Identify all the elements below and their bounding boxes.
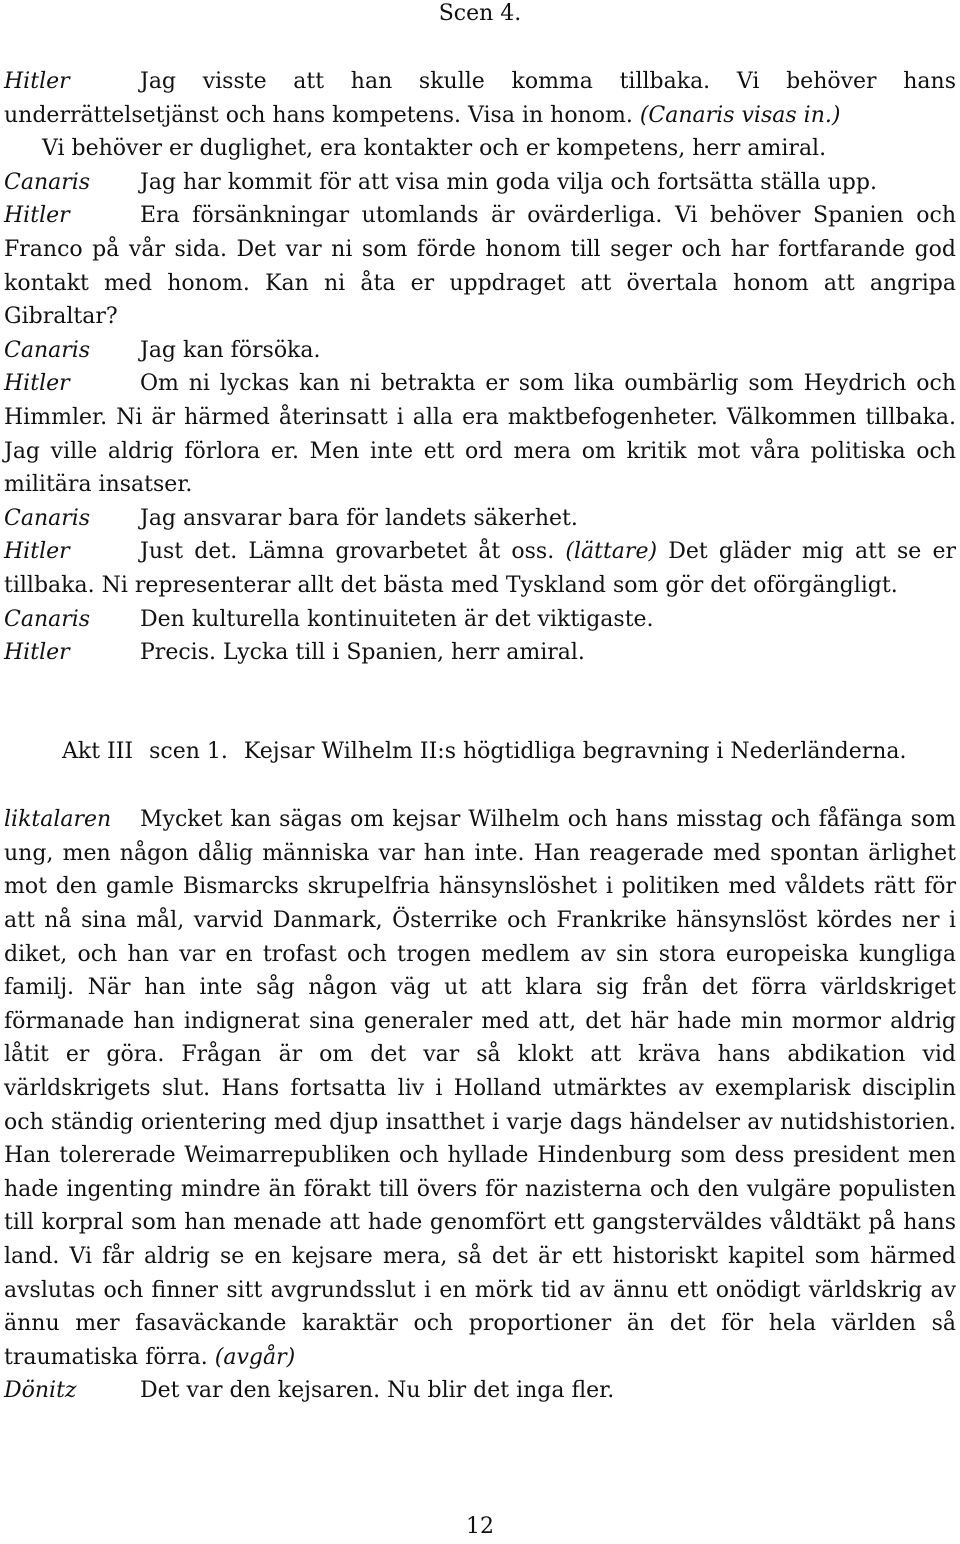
dialogue-text: Jag visste att han skulle komma tillbaka. Vi behöver hans underrättelsetjänst och hans kompetens. Visa in honom. [4,69,956,128]
act-label: Akt III [62,738,134,764]
speaker-name: Hitler [4,203,70,229]
dialogue-line [4,199,956,333]
stage-direction: (avgår) [214,1344,296,1370]
dialogue-line [4,1374,956,1408]
speaker-name: Hitler [4,371,70,397]
scene-heading: Scen 4. [438,1,522,26]
dialogue-text: Jag har kommit för att visa min goda vilja och fortsätta ställa upp. [140,169,877,195]
act-heading [4,735,956,769]
dialogue-line [4,166,956,200]
document-page [4,0,956,1408]
speaker-name: Canaris [4,606,91,632]
dialogue-text: Vi behöver er duglighet, era kontakter och er kompetens, herr amiral. [42,136,827,162]
speaker-name: Hitler [4,640,70,666]
dialogue-line [4,367,956,501]
speaker-name: Canaris [4,337,91,363]
dialogue-text: Jag ansvarar bara för landets säkerhet. [140,505,578,531]
dialogue-text: Era försänkningar utomlands är ovärderliga. Vi behöver Spanien och Franco på vår sida. Det var ni som förde honom till seger och har fortfarande god kontakt med honom. Kan ni åta er uppdraget att övertala honom att angripa Gibraltar? [4,203,956,330]
dialogue-text-after: Det gläder mig att se er tillbaka. Ni representerar allt det bästa med Tyskland som gör det oförgängligt. [4,539,956,598]
speaker-name: Canaris [4,169,91,195]
scene-4-dialogue [4,65,956,670]
speaker-name: liktalaren [4,807,112,833]
speaker-name: Dönitz [4,1378,77,1404]
dialogue-text: Just det. Lämna grovarbetet åt oss. [140,539,555,565]
dialogue-text: Jag kan försöka. [140,337,321,363]
dialogue-line [4,65,956,132]
stage-direction: (Canaris visas in.) [639,102,841,128]
dialogue-text: Det var den kejsaren. Nu blir det inga fler. [140,1378,615,1404]
dialogue-line [4,535,956,602]
speaker-name: Hitler [4,539,70,565]
dialogue-line [4,502,956,536]
dialogue-line [4,603,956,637]
scene-title: Kejsar Wilhelm II:s högtidliga begravning i Nederländerna. [243,738,907,764]
dialogue-text: Precis. Lycka till i Spanien, herr amiral. [140,640,585,666]
dialogue-continuation [4,132,956,166]
page-number: 12 [466,1514,494,1539]
speaker-name: Canaris [4,505,91,531]
speaker-name: Hitler [4,69,70,94]
dialogue-line [4,636,956,670]
act-3-scene-1-dialogue [4,803,956,1408]
stage-direction: (lättare) [565,539,658,565]
scene-label: scen 1. [149,738,228,764]
dialogue-line [4,334,956,368]
dialogue-text: Om ni lyckas kan ni betrakta er som lika oumbärlig som Heydrich och Himmler. Ni är härmed återinsatt i alla era maktbefogenheter. Välkommen tillbaka. Jag ville aldrig förlora er. Men inte ett ord mera om kritik mot våra politiska och militära insatser. [4,371,956,498]
dialogue-text: Den kulturella kontinuiteten är det viktigaste. [140,606,654,632]
dialogue-line [4,803,956,1374]
dialogue-text: Mycket kan sägas om kejsar Wilhelm och hans misstag och fåfänga som ung, men någon dålig människa var han inte. Han reagerade med spontan ärlighet mot den gamle Bismarcks skrupelfria hänsynslöshet i politiken med våldets rätt för att nå sina mål, varvid Danmark, Österrike och Frankrike hänsynslöst kördes ner i diket, och han var en trofast och trogen medlem av sin stora europeiska kungliga familj. När han inte såg någon väg ut att klara sig från det förra världskriget förmanade han indignerat sina generaler med att, det här hade min mormor aldrig låtit er göra. Frågan är om det var så klokt att kräva hans abdikation vid världskrigets slut. Hans fortsatta liv i Holland utmärktes av exemplarisk disciplin och ständig orientering med djup insatthet i varje dags händelser av nutidshistorien. Han tolererade Weimarrepubliken och hyllade Hindenburg som dess president men hade ingenting mindre än förakt till övers för nazisterna och den vulgäre populisten till korpral som han menade att hade genomfört ett gangsterväldes våldtäkt på hans land. Vi får aldrig se en kejsare mera, så det är ett historiskt kapitel som härmed avslutas och finner sitt avgrundsslut i en mörk tid av ännu ett onödigt världskrig av ännu mer fasaväckande karaktär och proportioner än det för hela världen så traumatiska förra. [4,807,956,1370]
